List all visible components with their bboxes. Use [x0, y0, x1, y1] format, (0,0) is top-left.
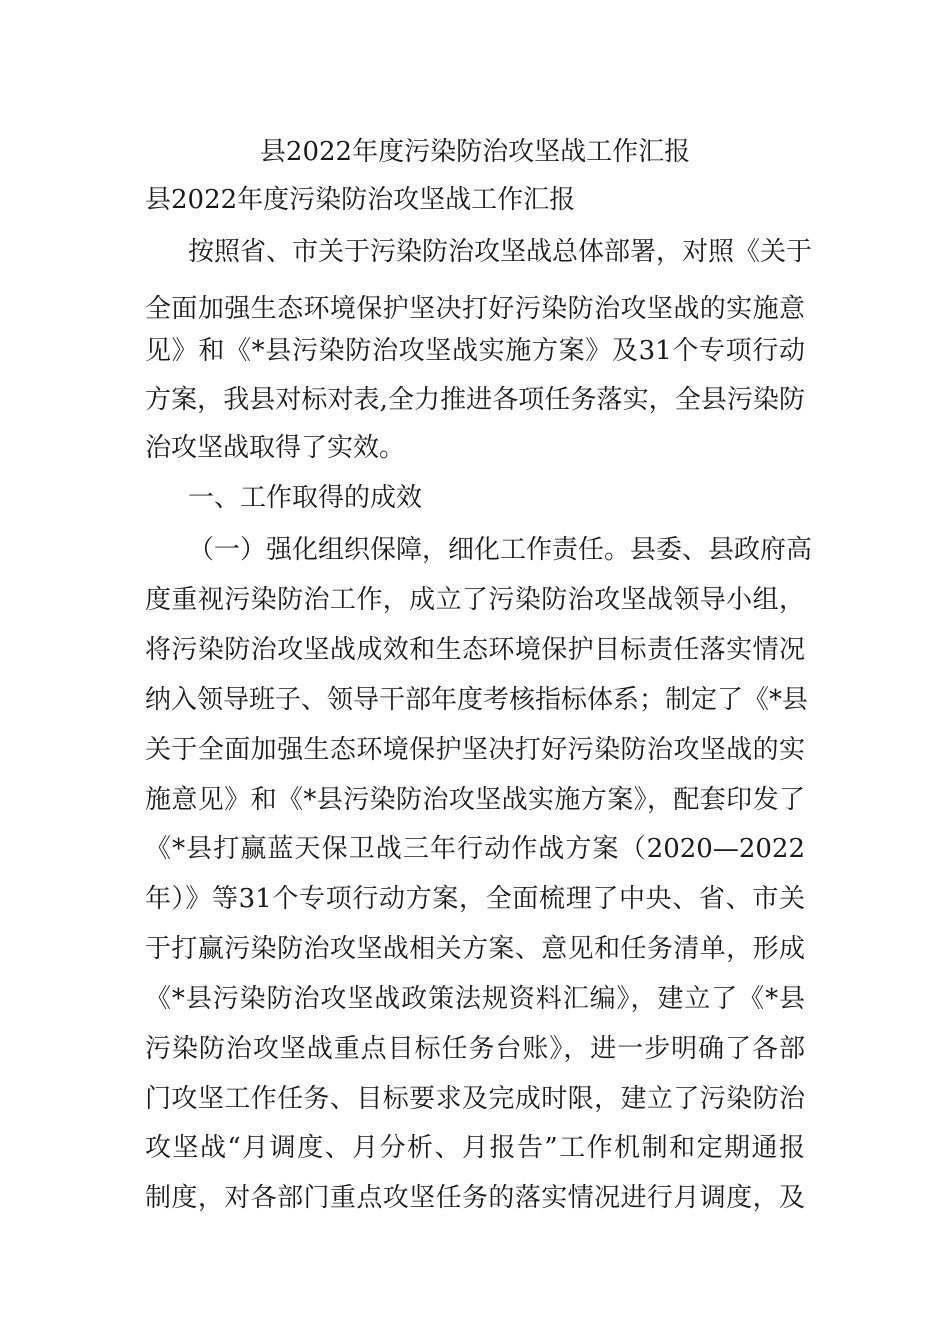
paragraph-line: 污染防治攻坚战重点目标任务台账》，进一步明确了各部 — [145, 1034, 805, 1064]
paragraph-line: （一）强化组织保障，细化工作责任。县委、县政府高 — [188, 535, 813, 565]
section-heading: 一、工作取得的成效 — [188, 483, 423, 513]
paragraph-line: 《*县污染防治攻坚战政策法规资料汇编》，建立了《*县 — [145, 984, 805, 1014]
paragraph-line: 治攻坚战取得了实效。 — [145, 433, 406, 463]
paragraph-line: 施意见》和《*县污染防治攻坚战实施方案》，配套印发了 — [145, 785, 805, 815]
paragraph-line: 方案，我县对标对表,全力推进各项任务落实，全县污染防 — [145, 385, 805, 415]
paragraph-line: 攻坚战“月调度、月分析、月报告”工作机制和定期通报 — [145, 1133, 805, 1163]
paragraph-line: 度重视污染防治工作，成立了污染防治攻坚战领导小组， — [145, 585, 805, 615]
paragraph-line: 按照省、市关于污染防治攻坚战总体部署，对照《关于 — [188, 237, 813, 267]
paragraph-line: 年）》等31个专项行动方案，全面梳理了中央、省、市关 — [145, 884, 805, 914]
paragraph-line: 纳入领导班子、领导干部年度考核指标体系；制定了《*县 — [145, 685, 809, 715]
paragraph-line: 将污染防治攻坚战成效和生态环境保护目标责任落实情况 — [145, 635, 805, 665]
paragraph-line: 于打赢污染防治攻坚战相关方案、意见和任务清单，形成 — [145, 934, 805, 964]
paragraph-line: 全面加强生态环境保护坚决打好污染防治攻坚战的实施意 — [145, 294, 805, 324]
paragraph-line: 制度，对各部门重点攻坚任务的落实情况进行月调度，及 — [145, 1183, 805, 1213]
paragraph-line: 关于全面加强生态环境保护坚决打好污染防治攻坚战的实 — [145, 735, 805, 765]
paragraph-line: 见》和《*县污染防治攻坚战实施方案》及31个专项行动 — [145, 336, 805, 366]
document-subtitle: 县2022年度污染防治攻坚战工作汇报 — [145, 185, 576, 215]
paragraph-line: 门攻坚工作任务、目标要求及完成时限，建立了污染防治 — [145, 1084, 805, 1114]
document-title: 县2022年度污染防治攻坚战工作汇报 — [259, 137, 691, 167]
paragraph-line: 《*县打赢蓝天保卫战三年行动作战方案（2020—2022 — [145, 834, 805, 864]
